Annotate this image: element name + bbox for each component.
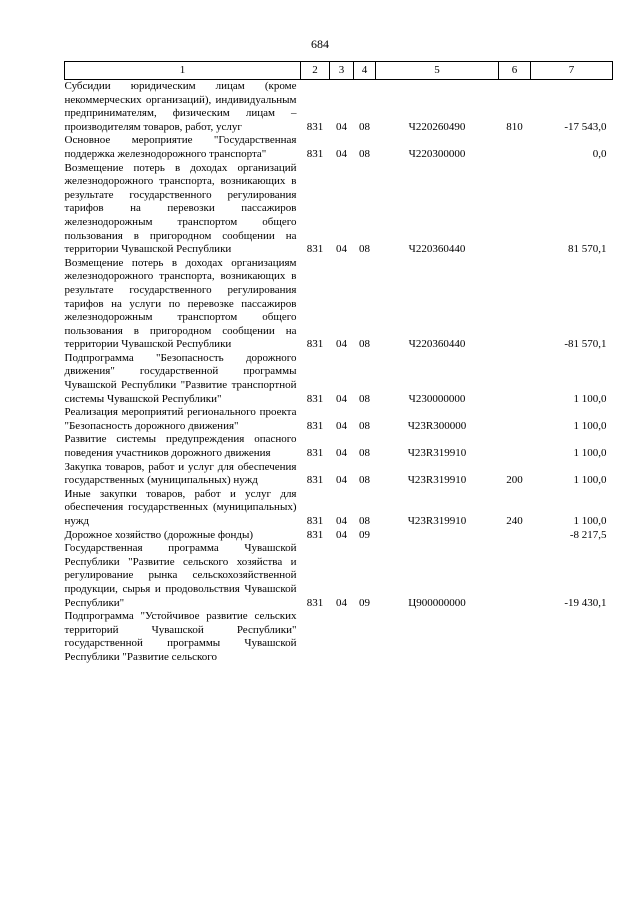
row-pr: 08	[359, 243, 370, 256]
row-rz: 04	[336, 120, 347, 133]
row-csr: Ч220360440	[408, 243, 466, 256]
row-csr: Ч220360440	[408, 338, 466, 351]
table-row	[65, 352, 613, 406]
row-gr: 831	[306, 419, 324, 432]
row-vr	[499, 134, 531, 161]
row-csr: Ч23R319910	[407, 447, 467, 460]
row-csr	[376, 529, 499, 543]
row-vr: 200	[506, 474, 523, 487]
row-csr: Ч23R319910	[407, 474, 467, 487]
row-name: Подпрограмма "Безопасность дорожного движения" государственной программы Чувашской Республики "Развитие транспортной системы Чувашской Республики"	[64, 351, 297, 405]
row-amount: 1 100,0	[573, 447, 607, 460]
row-pr: 08	[359, 392, 370, 405]
row-pr: 09	[359, 596, 370, 609]
row-name: Возмещение потерь в доходах организациям железнодорожного транспорта, возникающих в результате государственного регулирования тарифов на услуги по перевозке пассажиров железнодорожным транспортом общего пользования в пригородном сообщении на территории Чувашской Республики	[64, 256, 297, 351]
row-name: Подпрограмма "Устойчивое развитие сельских территорий Чувашской Республики" государственной программы Чувашской Республики "Развитие сельского	[64, 610, 297, 663]
column-header: 6	[499, 62, 531, 80]
row-gr: 831	[306, 528, 324, 541]
table-row	[65, 433, 613, 460]
table-row	[65, 406, 613, 433]
row-rz: 04	[336, 474, 347, 487]
row-pr: 09	[359, 528, 370, 541]
table-row	[65, 461, 613, 488]
row-rz: 04	[336, 243, 347, 256]
row-vr	[499, 257, 531, 352]
row-vr: 810	[506, 120, 523, 133]
row-vr	[499, 529, 531, 543]
table-row	[65, 610, 613, 664]
row-amount: -17 543,0	[564, 120, 607, 133]
row-amount: 1 100,0	[573, 392, 607, 405]
table-header-row	[65, 62, 613, 80]
row-amount: 0,0	[592, 147, 607, 160]
row-gr: 831	[306, 338, 324, 351]
row-amount: -19 430,1	[564, 596, 607, 609]
row-amount: 1 100,0	[573, 515, 607, 527]
row-rz: 04	[336, 596, 347, 609]
row-rz: 04	[336, 447, 347, 460]
row-gr: 831	[306, 392, 324, 405]
row-pr: 08	[359, 447, 370, 460]
row-rz: 04	[336, 528, 347, 541]
row-vr	[499, 542, 531, 610]
row-amount: -8 217,5	[569, 528, 607, 541]
table-row	[65, 134, 613, 161]
row-vr	[499, 610, 531, 664]
row-name: Реализация мероприятий регионального проекта "Безопасность дорожного движения"	[64, 406, 297, 432]
row-gr: 831	[306, 515, 324, 527]
table-row	[65, 529, 613, 543]
row-rz: 04	[336, 147, 347, 160]
column-header: 4	[354, 62, 376, 80]
row-gr: 831	[306, 243, 324, 256]
row-name: Возмещение потерь в доходах организаций железнодорожного транспорта, возникающих в результате государственного регулирования тарифов на перевозки пассажиров железнодорожным транспортом общего пользования в пригородном сообщении на территории Чувашской Республики	[64, 161, 297, 256]
row-csr: Ч23R319910	[407, 515, 467, 527]
row-pr: 08	[359, 147, 370, 160]
row-rz: 04	[336, 392, 347, 405]
row-pr: 08	[359, 419, 370, 432]
row-name: Иные закупки товаров, работ и услуг для обеспечения государственных (муниципальных) нужд	[64, 487, 297, 527]
column-header: 7	[531, 62, 613, 80]
row-pr: 08	[359, 515, 370, 527]
row-amount: 1 100,0	[573, 419, 607, 432]
row-amount	[531, 610, 613, 664]
budget-table	[64, 61, 613, 665]
row-vr	[499, 352, 531, 406]
page-number: 684	[311, 37, 329, 51]
column-header: 5	[376, 62, 499, 80]
row-gr	[301, 610, 330, 664]
row-pr: 08	[359, 474, 370, 487]
row-name: Основное мероприятие "Государственная поддержка железнодорожного транспорта"	[64, 134, 297, 160]
row-gr: 831	[306, 596, 324, 609]
row-gr: 831	[306, 120, 324, 133]
row-amount: -81 570,1	[564, 338, 607, 351]
row-vr	[499, 406, 531, 433]
row-rz	[330, 610, 354, 664]
column-header: 3	[330, 62, 354, 80]
column-header: 2	[301, 62, 330, 80]
row-vr	[499, 162, 531, 257]
table-row	[65, 257, 613, 352]
column-header: 1	[65, 62, 301, 80]
row-name: Дорожное хозяйство (дорожные фонды)	[64, 528, 254, 541]
row-name: Развитие системы предупреждения опасного поведения участников дорожного движения	[64, 433, 297, 460]
table-row	[65, 542, 613, 610]
row-csr	[376, 610, 499, 664]
table-row	[65, 80, 613, 135]
row-gr: 831	[306, 147, 324, 160]
row-amount: 81 570,1	[568, 243, 607, 256]
row-rz: 04	[336, 338, 347, 351]
row-amount: 1 100,0	[573, 474, 607, 487]
row-csr: Ч23R300000	[407, 419, 467, 432]
table-row	[65, 488, 613, 529]
row-pr: 08	[359, 338, 370, 351]
row-pr: 08	[359, 120, 370, 133]
row-csr: Ц900000000	[408, 596, 466, 609]
row-gr: 831	[306, 447, 324, 460]
row-name: Субсидии юридическим лицам (кроме некоммерческих организаций), индивидуальным предпринимателям, физическим лицам – производителям товаров, работ, услуг	[64, 80, 297, 133]
row-pr	[354, 610, 376, 664]
row-name: Закупка товаров, работ и услуг для обеспечения государственных (муниципальных) нужд	[64, 460, 297, 487]
row-csr: Ч220300000	[408, 147, 466, 160]
table-row	[65, 162, 613, 257]
row-csr: Ч220260490	[408, 120, 466, 133]
row-gr: 831	[306, 474, 324, 487]
row-vr	[499, 433, 531, 460]
row-csr: Ч230000000	[408, 392, 466, 405]
row-rz: 04	[336, 419, 347, 432]
row-vr: 240	[506, 515, 523, 527]
row-name: Государственная программа Чувашской Республики "Развитие сельского хозяйства и регулирование рынка сельскохозяйственной продукции, сырья и продовольствия Чувашской Республики"	[64, 542, 297, 609]
row-rz: 04	[336, 515, 347, 527]
